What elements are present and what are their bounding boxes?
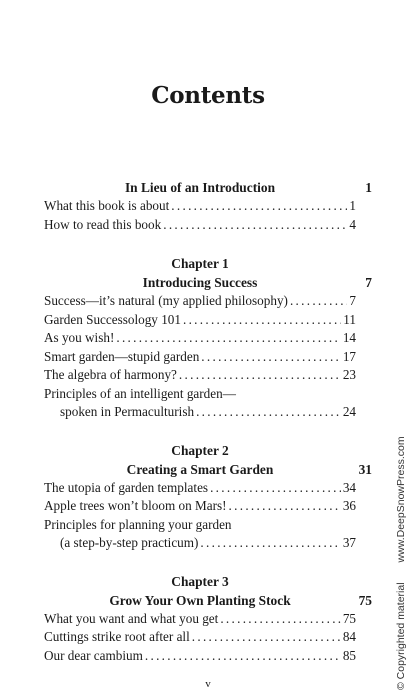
toc-entry-continuation[interactable]: (a step-by-step practicum) . . . 37	[44, 534, 356, 553]
page-title: Contents	[151, 82, 265, 109]
intro-title: In Lieu of an Introduction	[124, 180, 276, 195]
toc-entry[interactable]: What you want and what you get . . . 75	[44, 610, 356, 629]
toc-entry[interactable]: Smart garden—stupid garden . . . 17	[44, 348, 356, 367]
toc-entry-continuation[interactable]: spoken in Permaculturish . . . 24	[44, 403, 356, 422]
chapter-title: Introducing Success	[142, 275, 258, 290]
toc-entry[interactable]: How to read this book . . . 4	[44, 216, 356, 235]
toc-entry[interactable]: As you wish! . . . 14	[44, 329, 356, 348]
page-number: v	[205, 678, 211, 690]
toc-entry[interactable]: Apple trees won’t bloom on Mars! . . . 36	[44, 497, 356, 516]
toc-entry[interactable]: Garden Successology 101 . . . 11	[44, 311, 356, 330]
toc-entry[interactable]: The algebra of harmony? . . . 23	[44, 366, 356, 385]
chapter-page: 31	[358, 461, 372, 477]
copyright-text: © Copyrighted material	[395, 582, 407, 690]
chapter-heading[interactable]	[44, 273, 372, 292]
chapter-label: Chapter 2	[171, 442, 229, 458]
intro-heading[interactable]	[44, 178, 372, 197]
toc-entry[interactable]: The utopia of garden templates . . . 34	[44, 479, 356, 498]
chapter-label: Chapter 3	[171, 573, 229, 589]
toc-entry-first-line[interactable]: Principles of an intelligent garden—	[44, 385, 236, 401]
chapter-heading[interactable]	[44, 591, 372, 610]
copyright-watermark	[395, 420, 409, 690]
chapter-label: Chapter 1	[171, 256, 229, 271]
publisher-url: www.DeepSnowPress.com	[395, 436, 407, 563]
chapter-title: Creating a Smart Garden	[126, 461, 274, 477]
chapter-page: 75	[358, 592, 372, 608]
chapter-page: 7	[365, 275, 372, 290]
chapter-heading[interactable]	[44, 460, 372, 479]
intro-page: 1	[365, 180, 372, 195]
toc-entry-first-line[interactable]: Principles for planning your garden	[44, 516, 232, 532]
toc-entry[interactable]: Cuttings strike root after all . . . 84	[44, 628, 356, 647]
chapter-title: Grow Your Own Planting Stock	[109, 592, 291, 608]
toc-entry[interactable]: What this book is about . . . 1	[44, 197, 356, 216]
toc-entry[interactable]: Success—it’s natural (my applied philosophy) . . . 7	[44, 292, 356, 311]
table-of-contents	[44, 178, 372, 665]
toc-entry[interactable]: Our dear cambium . . . 85	[44, 647, 356, 666]
